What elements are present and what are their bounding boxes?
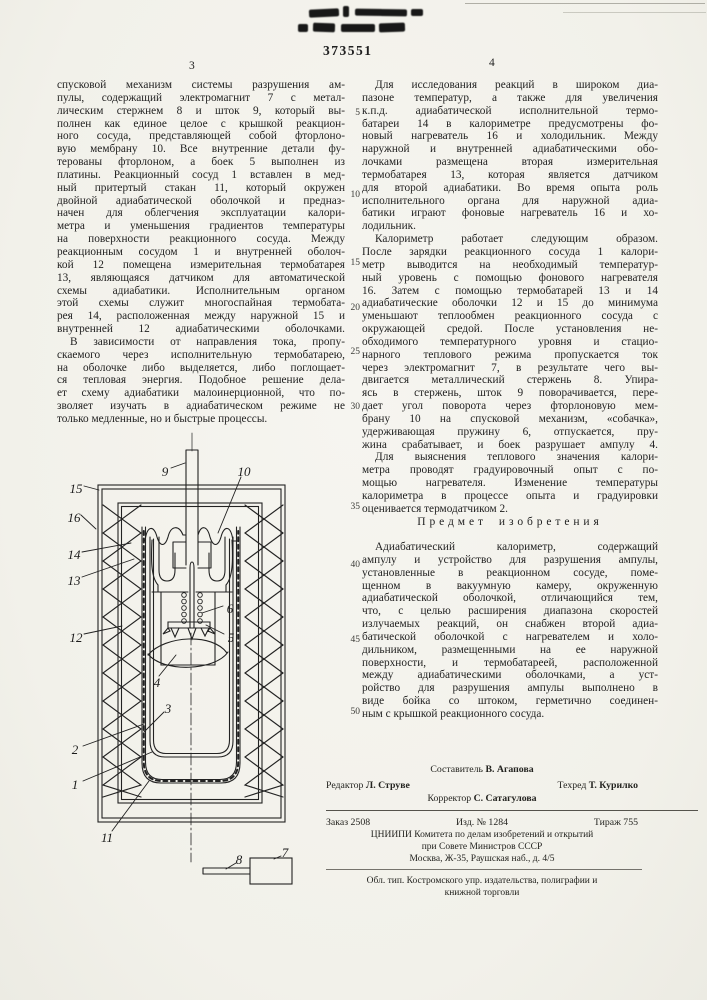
part-label-8: 8: [235, 852, 243, 867]
part-label-11: 11: [100, 830, 114, 845]
text-line: дает угол поворота через фторлоновую мем-: [362, 400, 658, 413]
text-line: на оболочке либо выделяется, либо поглощает-: [57, 361, 345, 374]
gutter-line-number: 30: [350, 402, 360, 412]
text-line: ет схему адиабатики малоинерционной, что по-: [57, 387, 345, 400]
text-line: мощью нагревателя. Изменение температуры: [362, 477, 658, 490]
gutter-line-number: 40: [350, 560, 360, 570]
text-line: реакционным сосудом 1 и внутренней оболоч-: [57, 245, 345, 258]
text-line: начен для облегчения эксплуатации калори-: [57, 207, 345, 220]
text-line: пазоне температур, а также для увеличения: [362, 91, 658, 104]
calorimeter-diagram: [55, 425, 345, 935]
text-line: излучаемых реакций, он снабжен второй адиа-: [362, 618, 658, 631]
text-line: что, с целью расширения диапазона скоростей: [362, 605, 658, 618]
imprint-corrector: Корректор С. Сатагулова: [427, 793, 537, 804]
text-line: адиабатические оболочки 12 и 15 до минимума: [362, 297, 658, 310]
text-line: батареи 14 в калориметре предусмотрены фо-: [362, 117, 658, 130]
stem-tube: [186, 450, 198, 565]
text-line: только медленные, но и быстрые процессы.: [57, 412, 268, 425]
text-line: ный уровень с помощью фонового нагревателя: [362, 271, 658, 284]
reaction-vessel-inner-line: [154, 539, 230, 754]
text-line: батики играют фоновые нагреватель 16 и хо-: [362, 207, 658, 220]
striker-rod: [190, 562, 194, 628]
part-label-5: 5: [227, 630, 235, 645]
text-line: наружной и внутренней адиабатическими обо-: [362, 143, 658, 156]
text-line: через электромагнит 7, в результате чего вы-: [362, 361, 658, 374]
text-line: Адиабатический калориметр, содержащий: [375, 541, 658, 553]
text-line: ясь в стержень, шток 9 поворачивается, пере-: [362, 387, 658, 400]
text-line: уменьшают теплообмен реакционного сосуда с: [362, 310, 658, 323]
text-line: рея 14, расположенная между наружной 15 и: [57, 310, 345, 323]
left-text-column: [57, 79, 345, 426]
part-label-2: 2: [71, 742, 79, 757]
part-label-7: 7: [281, 845, 289, 860]
striker-teeth: [163, 628, 215, 639]
text-line: батической оболочкой с нагревателем и холо-: [362, 630, 658, 643]
text-line: ным с крышкой реакционного сосуда.: [362, 707, 545, 720]
text-line: удерживающая пружину 6, отпускается, пру-: [362, 425, 658, 438]
text-line: адиабатической оболочкой, отличающийся тем,: [362, 592, 658, 605]
text-line: скаемого через исполнительную термобатарею,: [57, 348, 345, 361]
yoke-left: [152, 540, 158, 592]
text-line: калориметра в процессе опыта и градуировки: [362, 490, 658, 502]
thermopile-hatching-right: [245, 505, 283, 797]
text-line: 13, являющаяся датчиком для автоматической: [57, 271, 345, 284]
imprint-printer1: Обл. тип. Костромского упр. издательства, полиграфии и: [366, 876, 598, 886]
part-label-6: 6: [226, 601, 234, 616]
text-line: жина срабатывает, и боек разрушает ампулу 4.: [362, 438, 658, 451]
text-line: внутренней 12 адиабатическими оболочками.: [57, 323, 345, 336]
part-label-12: 12: [69, 630, 83, 645]
text-line: новый нагреватель 16 и холодильник. Между: [362, 130, 658, 143]
text-line: между адиабатическими оболочками, а уст-: [362, 669, 658, 682]
yoke-block: [173, 542, 211, 568]
text-line: виде бойка со штоком, герметично соединен-: [362, 695, 658, 708]
text-line: исполнительного органа для наружной адиа-: [362, 194, 658, 207]
patent-number: 373551: [323, 43, 373, 58]
text-line: щенном в вакуумную камеру, окруженную: [362, 579, 658, 592]
text-line: термобатарея 13, которая является датчиком: [362, 168, 658, 181]
label-leaders: [81, 463, 281, 869]
electromagnet-box: [250, 858, 292, 884]
ampoule: [148, 639, 228, 667]
text-line: окружающей средой. После установления не-: [362, 323, 658, 336]
gutter-line-number: 20: [350, 303, 360, 313]
text-line: Для выяснения теплового значения калори-: [375, 451, 658, 464]
gutter-line-number: 35: [350, 502, 360, 512]
text-line: ный притертый стакан 11, который окружен: [57, 181, 345, 194]
imprint-address: Москва, Ж-35, Раушская наб., д. 4/5: [409, 854, 555, 864]
text-line: нарного теплового режима пропускается ток: [362, 348, 658, 361]
column-number-left: 3: [189, 60, 195, 72]
imprint-org2: при Совете Министров СССР: [421, 842, 543, 852]
imprint-editor-row: Редактор Л. Струве Техред Т. Курилко: [326, 780, 638, 791]
part-label-14: 14: [67, 547, 81, 562]
text-line: метр выводится на необходимый температур-: [362, 258, 658, 271]
part-label-16: 16: [67, 510, 81, 525]
text-line: схемы адиабатики. Исполнительным органом: [57, 284, 345, 297]
text-line: 16. Затем с помощью термобатарей 13 и 14: [362, 284, 658, 297]
imprint-org1: ЦНИИПИ Комитета по делам изобретений и открытий: [370, 830, 594, 840]
text-line: В зависимости от направления тока, пропу-: [70, 335, 345, 348]
text-line: на поверхности реакционного сосуда. Между: [57, 233, 345, 246]
text-line: метра проводят градуировочный опыт с по-: [362, 464, 658, 477]
text-line: спусковой механизм системы разрушения ам-: [57, 79, 345, 91]
gutter-line-number: 15: [350, 258, 360, 268]
text-line: установленные в реакционном сосуде, поме-: [362, 566, 658, 579]
text-line: ного сосуда, представляющей собой фторлоно-: [57, 130, 345, 143]
text-line: лодильник.: [362, 220, 416, 233]
spring-coils: [182, 593, 203, 624]
part-label-10: 10: [237, 464, 251, 479]
gutter-line-number: 50: [350, 707, 360, 717]
text-line: вую мембрану 10. Все внутренние детали фу-: [57, 143, 345, 156]
imprint-order-row: Заказ 2508 Изд. № 1284 Тираж 755: [326, 817, 638, 828]
column-number-right: 4: [489, 57, 495, 69]
gutter-line-number: 25: [350, 347, 360, 357]
text-line: двигается металлический стержень 8. Упира-: [362, 374, 658, 387]
part-label-13: 13: [67, 573, 81, 588]
text-line: ампулу и устройство для разрушения ампулы,: [362, 553, 658, 566]
text-line: кой 12 помещена измерительная термобатарея: [57, 258, 345, 271]
text-line: к.п.д. адиабатической исполнительной термо-: [362, 104, 658, 117]
scan-artifact-line: [563, 12, 706, 13]
text-line: поверхности, и термобатареей, расположенной: [362, 656, 658, 669]
part-label-1: 1: [71, 777, 79, 792]
part-label-3: 3: [164, 701, 172, 716]
ink-stamp: [295, 3, 435, 39]
text-line: брану 10 на спусковой механизм, «собачка»,: [362, 412, 658, 425]
text-line: Калориметр работает следующим образом.: [375, 233, 658, 246]
text-line: двойной адиабатической оболочкой и предназ-: [57, 194, 345, 207]
text-line: оценивается термодатчиком 2.: [362, 502, 508, 515]
text-line: пулы, содержащий электромагнит 7 с метал-: [57, 91, 345, 104]
right-text-column: [362, 79, 658, 516]
text-line: лическим стержнем 8 и шток 9, который вы-: [57, 104, 345, 117]
text-line: терованы фторлоном, а боек 5 выполнен из: [57, 156, 345, 169]
text-line: обходимого температурного уровня и стацио-: [362, 335, 658, 348]
gutter-line-number: 45: [350, 635, 360, 645]
text-line: лочками размещена вторая измерительная: [362, 156, 658, 169]
imprint-divider: [326, 810, 698, 811]
text-line: дильником, размещенными на ее наружной: [362, 643, 658, 656]
text-line: зволяет изучать в адиабатическом режиме не: [57, 400, 345, 413]
text-line: для второй адиабатики. Во время опыта роль: [362, 181, 658, 194]
text-line: Для исследования реакций в широком диа-: [375, 79, 658, 91]
text-line: этой схемы служит многоспайная термобата-: [57, 297, 345, 310]
claims-text-column: [362, 541, 658, 721]
part-label-15: 15: [69, 481, 83, 496]
text-line: полнен как единое целое с крышкой реакцион-: [57, 117, 345, 130]
text-line: После зарядки реакционного сосуда 1 калори-: [362, 245, 658, 258]
text-line: метра и уменьшения градиентов температуры: [57, 220, 345, 233]
text-line: ся тепловая энергия. Подобное решение дела-: [57, 374, 345, 387]
gutter-line-number: 10: [350, 190, 360, 200]
text-line: ройство для разрушения ампулы выполнено в: [362, 682, 658, 695]
part-label-4: 4: [153, 675, 161, 690]
imprint-divider: [326, 869, 642, 870]
imprint-printer2: книжной торговли: [444, 888, 520, 898]
gutter-line-number: 5: [355, 108, 360, 118]
scan-artifact-line: [465, 3, 705, 4]
striker-bar: [168, 622, 210, 628]
imprint-compiler: Составитель В. Агапова: [430, 764, 534, 775]
claims-section-heading: Предмет изобретения: [417, 516, 603, 528]
part-label-9: 9: [161, 464, 169, 479]
text-line: платины. Реакционный сосуд 1 вставлен в мед-: [57, 168, 345, 181]
